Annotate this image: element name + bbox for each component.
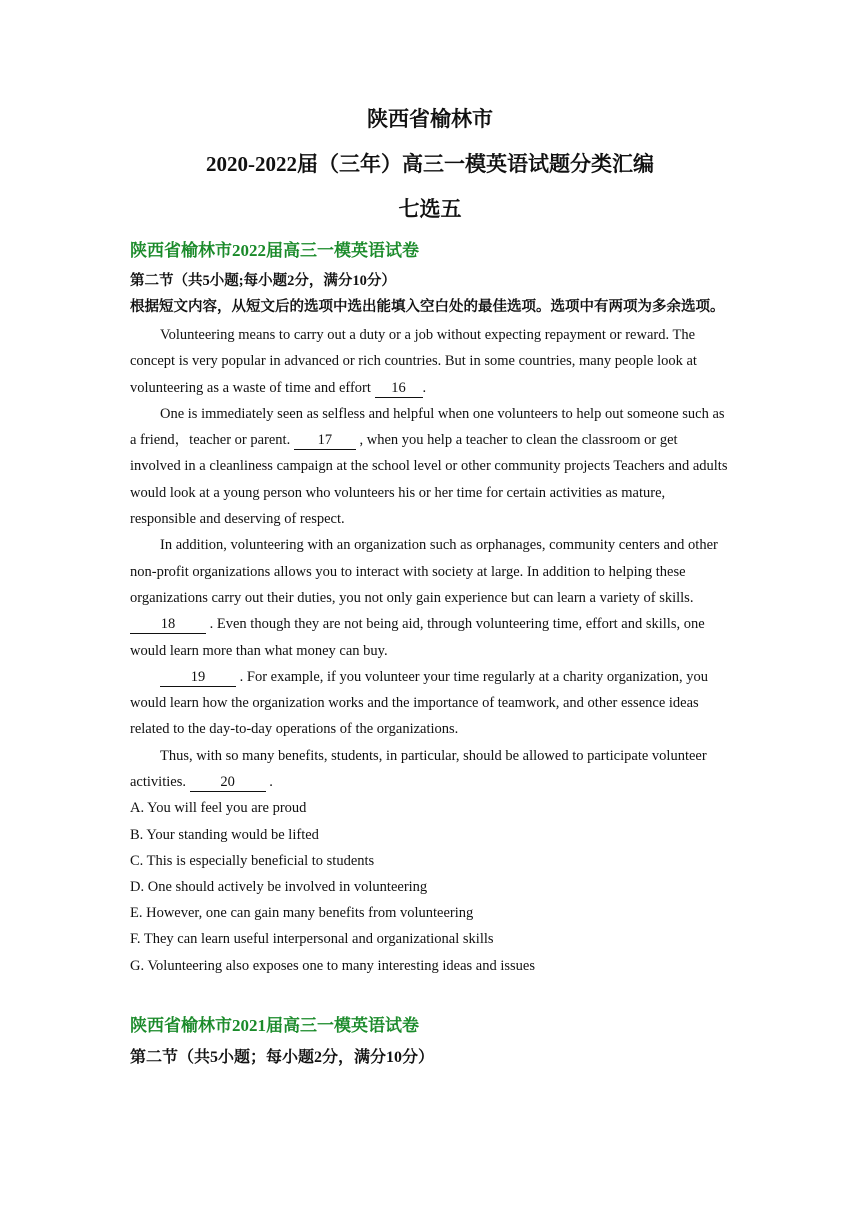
passage-paragraph-3: In addition, volunteering with an organization such as orphanages, community centers and other non-profit organizations allows you to interact with society at large. In addition to helping these organizations carry out their duties, you not only gain experience but can learn a variety of skills. 18 . Even though they are not being aid, through volunteering time, effort and skills, one would learn more than what money can buy.	[130, 537, 718, 659]
blank-17: 17	[294, 432, 356, 450]
answer-options	[130, 795, 730, 978]
option-e: E. However, one can gain many benefits from volunteering	[130, 905, 474, 922]
title-topic: 七选五	[398, 197, 462, 221]
part-header-2022: 第二节（共5小题;每小题2分，满分10分）	[130, 273, 396, 289]
blank-20: 20	[190, 774, 266, 792]
passage-paragraph-2: One is immediately seen as selfless and helpful when one volunteers to help out someone such as a friend，teacher or parent. 17 , when you help a teacher to clean the classroom or get involved in a cleanliness campaign at the school level or other community projects Teachers and adults would look at a young person who volunteers his or her time for certain activities as mature, responsible and deserving of respect.	[130, 405, 728, 528]
blank-18: 18	[130, 616, 206, 634]
option-a: A. You will feel you are proud	[130, 800, 307, 817]
option-c: C. This is especially beneficial to students	[130, 852, 375, 869]
passage-paragraph-4: 19 . For example, if you volunteer your time regularly at a charity organization, you would learn how the organization works and the importance of teamwork, and other essence ideas related to the day-to-day operations of the organizations.	[130, 668, 709, 738]
passage-paragraph-5: Thus, with so many benefits, students, in particular, should be allowed to participate volunteer activities. 20 .	[130, 747, 707, 791]
option-d: D. One should actively be involved in volunteering	[130, 878, 428, 895]
title-collection: 2020-2022届（三年）高三一模英语试题分类汇编	[206, 152, 654, 176]
section-heading-2021: 陕西省榆林市2021届高三一模英语试卷	[130, 1015, 419, 1035]
section-heading-2022: 陕西省榆林市2022届高三一模英语试卷	[130, 241, 419, 260]
option-b: B. Your standing would be lifted	[130, 826, 319, 843]
option-g: G. Volunteering also exposes one to many interesting ideas and issues	[130, 957, 535, 974]
blank-19: 19	[160, 669, 236, 687]
option-f: F. They can learn useful interpersonal and organizational skills	[130, 931, 494, 948]
title-province: 陕西省榆林市	[367, 107, 493, 131]
document-page	[130, 100, 730, 1071]
instruction-text: 根据短文内容，从短文后的选项中选出能填入空白处的最佳选项。选项中有两项为多余选项。	[130, 299, 725, 315]
passage-paragraph-1: Volunteering means to carry out a duty or a job without expecting repayment or reward. The concept is very popular in advanced or rich countries. But in some countries, many people look at volunteering as a waste of time and effort 16 .	[130, 327, 697, 396]
part-header-2021: 第二节（共5小题；每小题2分，满分10分）	[130, 1048, 435, 1066]
blank-16: 16	[375, 380, 423, 398]
